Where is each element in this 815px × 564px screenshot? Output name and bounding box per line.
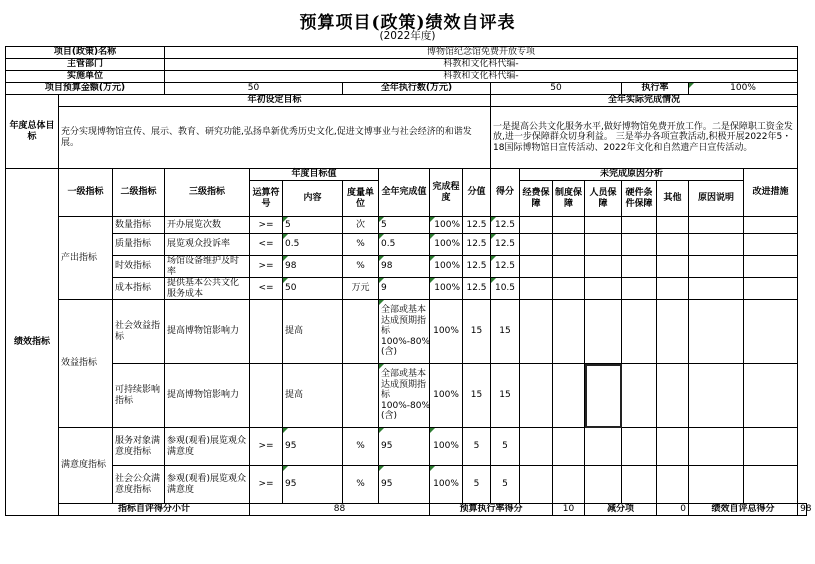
budget-label[interactable]: 项目预算金额(万元) (6, 83, 165, 95)
reason-cell[interactable] (657, 256, 689, 278)
reason-cell[interactable] (622, 466, 657, 504)
reason-cell[interactable] (553, 300, 585, 364)
unit-cell[interactable]: % (343, 256, 379, 278)
budget-value[interactable]: 50 (165, 83, 343, 95)
reason-cell[interactable] (657, 278, 689, 300)
level3-cell[interactable]: 场馆设备维护及时率 (165, 256, 250, 278)
reason-cell[interactable] (622, 256, 657, 278)
op-cell[interactable] (250, 300, 283, 364)
level2-cell[interactable]: 可持续影响指标 (113, 364, 165, 428)
page-subtitle: (2022年度) (379, 30, 436, 42)
project-name-label[interactable]: 项目(政策)名称 (6, 47, 165, 59)
degree-cell[interactable]: 100% (430, 256, 463, 278)
op-cell[interactable]: >= (250, 428, 283, 466)
reason-cell[interactable] (689, 466, 744, 504)
table-row (6, 466, 807, 504)
table-row (6, 256, 807, 278)
level3-cell[interactable]: 提供基本公共文化服务成本 (165, 278, 250, 300)
improve-cell[interactable] (744, 234, 798, 256)
actual-cell[interactable]: 全部或基本达成预期指标100%-80%(含) (379, 300, 430, 364)
header-content[interactable]: 内容 (283, 181, 343, 217)
op-cell[interactable]: >= (250, 256, 283, 278)
degree-cell[interactable]: 100% (430, 428, 463, 466)
reason-cell[interactable] (622, 300, 657, 364)
header-reason-note[interactable]: 原因说明 (689, 181, 744, 217)
score-max-cell[interactable]: 12.5 (463, 278, 491, 300)
header-reason-hardware[interactable]: 硬件条件保障 (622, 181, 657, 217)
score-cell[interactable]: 10.5 (491, 278, 520, 300)
header-actual[interactable]: 全年完成值 (379, 169, 430, 217)
goals-section-label[interactable]: 年度总体目标 (6, 95, 59, 169)
table-row (6, 234, 807, 256)
reason-cell[interactable] (585, 428, 622, 466)
improve-cell[interactable] (744, 466, 798, 504)
degree-cell[interactable]: 100% (430, 466, 463, 504)
level3-cell[interactable]: 提高博物馆影响力 (165, 364, 250, 428)
level2-cell[interactable]: 成本指标 (113, 278, 165, 300)
content-cell[interactable]: 提高 (283, 364, 343, 428)
level2-cell[interactable]: 时效指标 (113, 256, 165, 278)
actual-cell[interactable]: 5 (379, 217, 430, 234)
op-cell[interactable]: >= (250, 217, 283, 234)
level3-cell[interactable]: 展览观众投诉率 (165, 234, 250, 256)
reason-cell[interactable] (622, 217, 657, 234)
reason-cell[interactable] (585, 278, 622, 300)
score-max-cell[interactable]: 12.5 (463, 234, 491, 256)
reason-cell[interactable] (520, 466, 553, 504)
total-value[interactable]: 98 (798, 504, 807, 516)
actual-cell[interactable]: 98 (379, 256, 430, 278)
header-level3[interactable]: 三级指标 (165, 169, 250, 217)
content-cell[interactable]: 提高 (283, 300, 343, 364)
reason-cell[interactable] (520, 217, 553, 234)
level2-cell[interactable]: 社会效益指标 (113, 300, 165, 364)
degree-cell[interactable]: 100% (430, 300, 463, 364)
reason-cell[interactable] (689, 217, 744, 234)
content-cell[interactable]: 5 (283, 217, 343, 234)
score-max-cell[interactable]: 12.5 (463, 217, 491, 234)
actual-cell[interactable]: 9 (379, 278, 430, 300)
actual-cell[interactable]: 全部或基本达成预期指标100%-80%(含) (379, 364, 430, 428)
reason-cell[interactable] (689, 300, 744, 364)
score-cell[interactable]: 12.5 (491, 234, 520, 256)
actual-cell[interactable]: 0.5 (379, 234, 430, 256)
reason-cell[interactable] (657, 300, 689, 364)
content-cell[interactable]: 95 (283, 466, 343, 504)
reason-cell[interactable] (689, 428, 744, 466)
dept-value[interactable]: 科教和文化科代编- (165, 59, 798, 71)
score-cell[interactable]: 12.5 (491, 256, 520, 278)
reason-cell[interactable] (520, 364, 553, 428)
degree-cell[interactable]: 100% (430, 278, 463, 300)
score-cell[interactable]: 5 (491, 428, 520, 466)
table-row (6, 217, 807, 234)
reason-cell[interactable] (553, 466, 585, 504)
improve-cell[interactable] (744, 256, 798, 278)
unit-value[interactable]: 科教和文化科代编- (165, 71, 798, 83)
level1-cell[interactable]: 效益指标 (59, 300, 113, 428)
reason-cell[interactable] (520, 278, 553, 300)
reason-cell[interactable] (585, 217, 622, 234)
unit-cell[interactable] (343, 300, 379, 364)
reason-cell[interactable] (553, 256, 585, 278)
unit-cell[interactable]: 万元 (343, 278, 379, 300)
score-cell[interactable]: 15 (491, 300, 520, 364)
reason-cell[interactable] (553, 364, 585, 428)
level1-cell[interactable]: 产出指标 (59, 217, 113, 300)
reason-cell[interactable] (657, 234, 689, 256)
header-level1[interactable]: 一级指标 (59, 169, 113, 217)
deduct-value[interactable]: 0 (657, 504, 689, 516)
content-cell[interactable]: 98 (283, 256, 343, 278)
reason-cell[interactable] (585, 466, 622, 504)
reason-cell[interactable] (553, 278, 585, 300)
content-cell[interactable]: 0.5 (283, 234, 343, 256)
subtotal-value[interactable]: 88 (250, 504, 430, 516)
subtotal-label[interactable]: 指标自评得分小计 (59, 504, 250, 516)
actual-completion-header[interactable]: 全年实际完成情况 (491, 95, 798, 107)
reason-cell[interactable] (520, 300, 553, 364)
score-max-cell[interactable]: 5 (463, 428, 491, 466)
table-row (6, 428, 807, 466)
reason-cell[interactable] (585, 256, 622, 278)
degree-cell[interactable]: 100% (430, 217, 463, 234)
improve-cell[interactable] (744, 278, 798, 300)
score-max-cell[interactable]: 15 (463, 300, 491, 364)
rate-score-label[interactable]: 预算执行率得分 (430, 504, 553, 516)
content-cell[interactable]: 95 (283, 428, 343, 466)
header-reason-staff[interactable]: 人员保障 (585, 181, 622, 217)
reason-cell[interactable] (553, 234, 585, 256)
deduct-label[interactable]: 减分项 (585, 504, 657, 516)
score-cell[interactable]: 15 (491, 364, 520, 428)
op-cell[interactable] (250, 364, 283, 428)
evaluation-table (5, 46, 812, 516)
content-cell[interactable]: 50 (283, 278, 343, 300)
op-cell[interactable]: <= (250, 234, 283, 256)
level2-cell[interactable]: 服务对象满意度指标 (113, 428, 165, 466)
op-cell[interactable]: <= (250, 278, 283, 300)
initial-goal-text[interactable]: 充分实现博物馆宣传、展示、教育、研究功能,弘扬阜新优秀历史文化,促进文博事业与社会经济的和谐发展。 (59, 107, 491, 169)
unit-cell[interactable]: 次 (343, 217, 379, 234)
op-cell[interactable]: >= (250, 466, 283, 504)
header-score-max[interactable]: 分值 (463, 169, 491, 217)
level3-cell[interactable]: 参观(观看)展览观众满意度 (165, 466, 250, 504)
header-reason-group[interactable]: 未完成原因分析 (520, 169, 744, 181)
perf-section-label[interactable]: 绩效指标 (6, 169, 59, 516)
level2-cell[interactable]: 质量指标 (113, 234, 165, 256)
rate-label[interactable]: 执行率 (622, 83, 689, 95)
degree-cell[interactable]: 100% (430, 234, 463, 256)
header-degree[interactable]: 完成程度 (430, 169, 463, 217)
improve-cell[interactable] (744, 428, 798, 466)
score-max-cell[interactable]: 12.5 (463, 256, 491, 278)
reason-cell[interactable] (657, 466, 689, 504)
unit-cell[interactable]: % (343, 428, 379, 466)
header-reason-system[interactable]: 制度保障 (553, 181, 585, 217)
selected-cell[interactable] (585, 364, 622, 428)
unit-cell[interactable]: % (343, 234, 379, 256)
actual-cell[interactable]: 95 (379, 466, 430, 504)
unit-cell[interactable] (343, 364, 379, 428)
reason-cell[interactable] (622, 364, 657, 428)
level3-cell[interactable]: 参观(观看)展览观众满意度 (165, 428, 250, 466)
actual-cell[interactable]: 95 (379, 428, 430, 466)
page-title: 预算项目(政策)绩效自评表 (299, 13, 516, 33)
level1-cell[interactable]: 满意度指标 (59, 428, 113, 504)
reason-cell[interactable] (520, 256, 553, 278)
improve-cell[interactable] (744, 364, 798, 428)
unit-label[interactable]: 实施单位 (6, 71, 165, 83)
level2-cell[interactable]: 数量指标 (113, 217, 165, 234)
reason-cell[interactable] (622, 428, 657, 466)
header-score[interactable]: 得分 (491, 169, 520, 217)
improve-cell[interactable] (744, 217, 798, 234)
reason-cell[interactable] (657, 217, 689, 234)
header-unit[interactable]: 度量单位 (343, 181, 379, 217)
reason-cell[interactable] (657, 428, 689, 466)
rate-score-value[interactable]: 10 (553, 504, 585, 516)
table-row (6, 364, 807, 428)
reason-cell[interactable] (689, 278, 744, 300)
reason-cell[interactable] (689, 234, 744, 256)
score-max-cell[interactable]: 15 (463, 364, 491, 428)
header-reason-other[interactable]: 其他 (657, 181, 689, 217)
rate-value[interactable]: 100% (689, 83, 798, 95)
header-level2[interactable]: 二级指标 (113, 169, 165, 217)
initial-goal-header[interactable]: 年初设定目标 (59, 95, 491, 107)
score-cell[interactable]: 5 (491, 466, 520, 504)
improve-cell[interactable] (744, 300, 798, 364)
degree-cell[interactable]: 100% (430, 364, 463, 428)
level3-cell[interactable]: 开办展览次数 (165, 217, 250, 234)
reason-cell[interactable] (622, 234, 657, 256)
reason-cell[interactable] (622, 278, 657, 300)
project-name-value[interactable]: 博物馆纪念馆免费开放专项 (165, 47, 798, 59)
reason-cell[interactable] (657, 364, 689, 428)
header-op[interactable]: 运算符号 (250, 181, 283, 217)
header-improve[interactable]: 改进措施 (744, 169, 798, 217)
actual-completion-text[interactable]: 一是提高公共文化服务水平,做好博物馆免费开放工作。二是保障职工资金发放,进一步保障群众切身利益。 三是举办各项宣教活动,积极开展2022年5・18国际博物馆日宣传活动、2022年文化和自然遗产日宣传活动。 (491, 107, 798, 169)
table-row (6, 300, 807, 364)
reason-cell[interactable] (520, 234, 553, 256)
score-max-cell[interactable]: 5 (463, 466, 491, 504)
total-label[interactable]: 绩效自评总得分 (689, 504, 798, 516)
exec-value[interactable]: 50 (491, 83, 622, 95)
reason-cell[interactable] (689, 256, 744, 278)
reason-cell[interactable] (689, 364, 744, 428)
header-reason-funding[interactable]: 经费保障 (520, 181, 553, 217)
reason-cell[interactable] (553, 428, 585, 466)
unit-cell[interactable]: % (343, 466, 379, 504)
level3-cell[interactable]: 提高博物馆影响力 (165, 300, 250, 364)
exec-label[interactable]: 全年执行数(万元) (343, 83, 491, 95)
reason-cell[interactable] (520, 428, 553, 466)
reason-cell[interactable] (585, 234, 622, 256)
score-cell[interactable]: 12.5 (491, 217, 520, 234)
reason-cell[interactable] (585, 300, 622, 364)
dept-label[interactable]: 主管部门 (6, 59, 165, 71)
table-row (6, 278, 807, 300)
level2-cell[interactable]: 社会公众满意度指标 (113, 466, 165, 504)
reason-cell[interactable] (553, 217, 585, 234)
header-target-group[interactable]: 年度目标值 (250, 169, 379, 181)
